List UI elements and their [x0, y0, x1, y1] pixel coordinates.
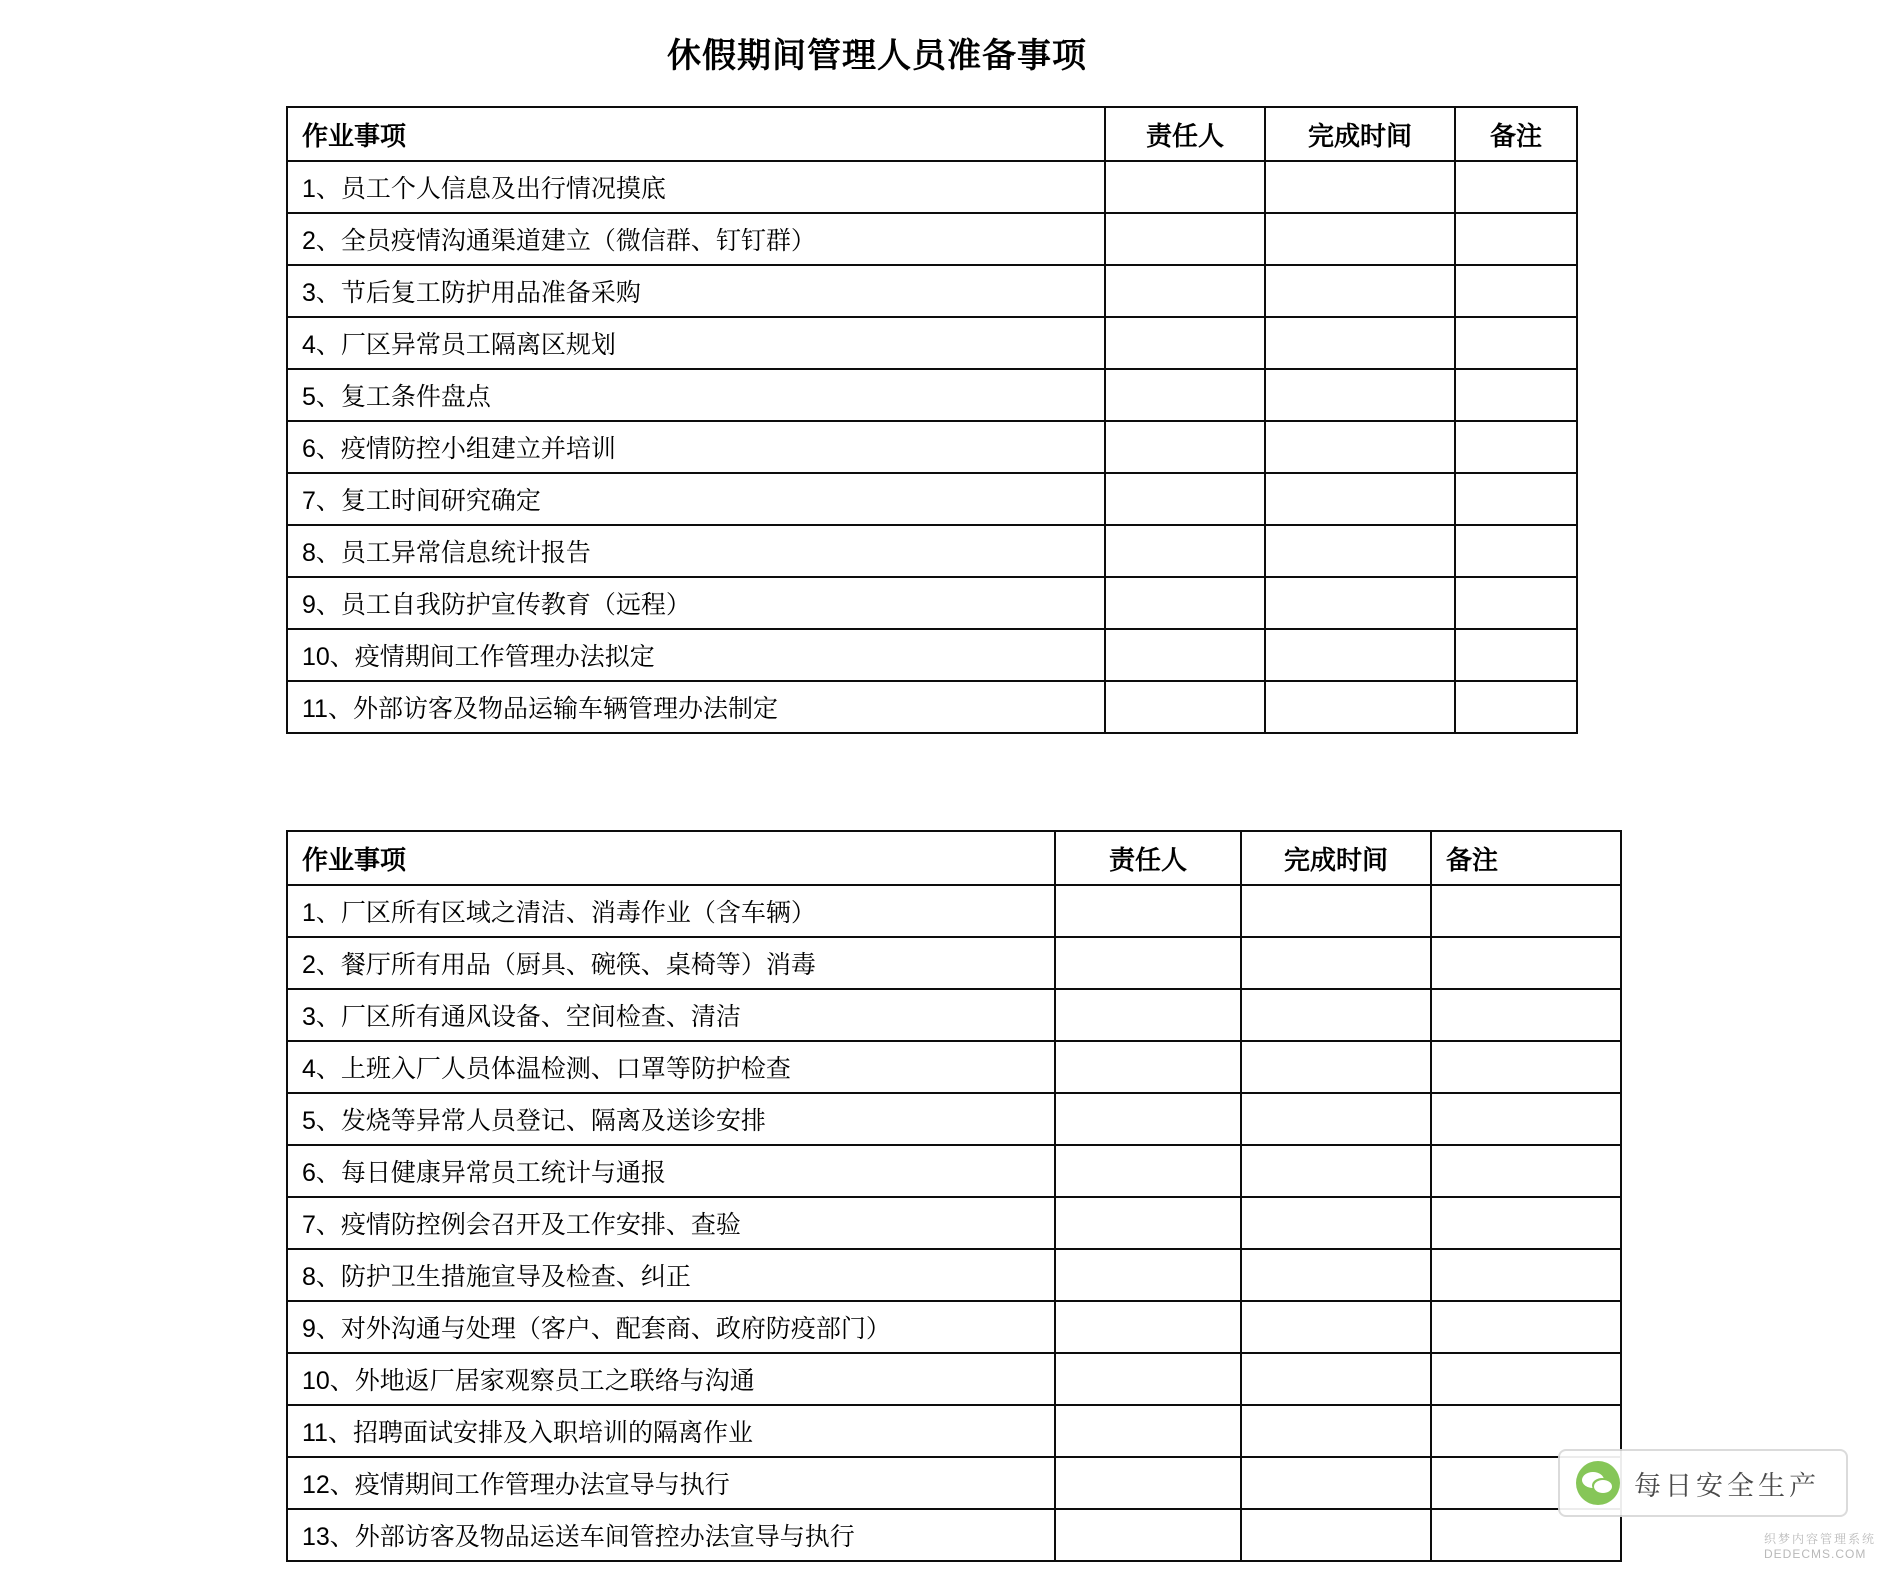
owner-cell[interactable]	[1055, 1405, 1241, 1457]
remark-cell[interactable]	[1431, 1353, 1621, 1405]
site-watermark-cn: 织梦内容管理系统	[1763, 1532, 1876, 1546]
due-date-cell[interactable]	[1241, 1353, 1431, 1405]
task-text: 6、每日健康异常员工统计与通报	[287, 1145, 1055, 1197]
table-row	[287, 1509, 1621, 1561]
wechat-icon	[1576, 1461, 1620, 1505]
owner-cell[interactable]	[1055, 885, 1241, 937]
table-row	[287, 317, 1577, 369]
due-date-cell[interactable]	[1241, 1197, 1431, 1249]
column-header-task: 作业事项	[287, 831, 1055, 885]
due-date-cell[interactable]	[1265, 629, 1455, 681]
owner-cell[interactable]	[1055, 1093, 1241, 1145]
owner-cell[interactable]	[1105, 317, 1265, 369]
column-header-due-date: 完成时间	[1241, 831, 1431, 885]
table-row	[287, 1093, 1621, 1145]
table-row	[287, 1145, 1621, 1197]
owner-cell[interactable]	[1105, 161, 1265, 213]
task-text: 2、全员疫情沟通渠道建立（微信群、钉钉群）	[287, 213, 1105, 265]
remark-cell[interactable]	[1431, 1041, 1621, 1093]
due-date-cell[interactable]	[1241, 1457, 1431, 1509]
table-row	[287, 1249, 1621, 1301]
owner-cell[interactable]	[1055, 1249, 1241, 1301]
owner-cell[interactable]	[1055, 937, 1241, 989]
due-date-cell[interactable]	[1241, 1509, 1431, 1561]
task-text: 8、防护卫生措施宣导及检查、纠正	[287, 1249, 1055, 1301]
remark-cell[interactable]	[1455, 681, 1577, 733]
task-text: 11、外部访客及物品运输车辆管理办法制定	[287, 681, 1105, 733]
task-text: 4、上班入厂人员体温检测、口罩等防护检查	[287, 1041, 1055, 1093]
remark-cell[interactable]	[1455, 369, 1577, 421]
due-date-cell[interactable]	[1265, 681, 1455, 733]
remark-cell[interactable]	[1455, 473, 1577, 525]
remark-cell[interactable]	[1431, 1249, 1621, 1301]
due-date-cell[interactable]	[1265, 317, 1455, 369]
due-date-cell[interactable]	[1265, 161, 1455, 213]
task-text: 8、员工异常信息统计报告	[287, 525, 1105, 577]
due-date-cell[interactable]	[1241, 1093, 1431, 1145]
owner-cell[interactable]	[1055, 1145, 1241, 1197]
table-row	[287, 989, 1621, 1041]
task-text: 7、复工时间研究确定	[287, 473, 1105, 525]
due-date-cell[interactable]	[1265, 577, 1455, 629]
due-date-cell[interactable]	[1241, 1145, 1431, 1197]
table-row	[287, 629, 1577, 681]
remark-cell[interactable]	[1431, 937, 1621, 989]
task-text: 13、外部访客及物品运送车间管控办法宣导与执行	[287, 1509, 1055, 1561]
task-text: 3、厂区所有通风设备、空间检查、清洁	[287, 989, 1055, 1041]
column-header-owner: 责任人	[1055, 831, 1241, 885]
task-text: 12、疫情期间工作管理办法宣导与执行	[287, 1457, 1055, 1509]
task-text: 5、复工条件盘点	[287, 369, 1105, 421]
site-watermark	[1764, 1530, 1876, 1561]
table-row	[287, 681, 1577, 733]
column-header-due-date: 完成时间	[1265, 107, 1455, 161]
task-text: 9、对外沟通与处理（客户、配套商、政府防疫部门）	[287, 1301, 1055, 1353]
table-row	[287, 1301, 1621, 1353]
table-row	[287, 161, 1577, 213]
due-date-cell[interactable]	[1265, 265, 1455, 317]
table-wrap-preparation	[286, 106, 1578, 734]
table-pre-holiday-preparation	[286, 106, 1578, 734]
owner-cell[interactable]	[1055, 1197, 1241, 1249]
owner-cell[interactable]	[1055, 1509, 1241, 1561]
remark-cell[interactable]	[1455, 629, 1577, 681]
table-row	[287, 265, 1577, 317]
task-text: 9、员工自我防护宣传教育（远程）	[287, 577, 1105, 629]
table-row	[287, 1405, 1621, 1457]
owner-cell[interactable]	[1055, 1353, 1241, 1405]
remark-cell[interactable]	[1431, 1301, 1621, 1353]
task-text: 3、节后复工防护用品准备采购	[287, 265, 1105, 317]
table-row	[287, 577, 1577, 629]
remark-cell[interactable]	[1455, 577, 1577, 629]
table-header-row	[287, 107, 1577, 161]
wechat-watermark-badge	[1558, 1449, 1848, 1517]
column-header-task: 作业事项	[287, 107, 1105, 161]
task-text: 10、外地返厂居家观察员工之联络与沟通	[287, 1353, 1055, 1405]
table-row	[287, 421, 1577, 473]
due-date-cell[interactable]	[1265, 213, 1455, 265]
task-text: 5、发烧等异常人员登记、隔离及送诊安排	[287, 1093, 1055, 1145]
task-text: 10、疫情期间工作管理办法拟定	[287, 629, 1105, 681]
column-header-remark: 备注	[1431, 831, 1621, 885]
owner-cell[interactable]	[1105, 369, 1265, 421]
table-return-to-work-execution	[286, 830, 1622, 1562]
owner-cell[interactable]	[1105, 577, 1265, 629]
page-title: 休假期间管理人员准备事项	[667, 37, 1087, 75]
table-header-row	[287, 831, 1621, 885]
owner-cell[interactable]	[1105, 421, 1265, 473]
due-date-cell[interactable]	[1265, 525, 1455, 577]
table-row	[287, 525, 1577, 577]
due-date-cell[interactable]	[1241, 989, 1431, 1041]
column-header-owner: 责任人	[1105, 107, 1265, 161]
remark-cell[interactable]	[1455, 161, 1577, 213]
remark-cell[interactable]	[1455, 421, 1577, 473]
due-date-cell[interactable]	[1265, 421, 1455, 473]
table-row	[287, 1197, 1621, 1249]
table-row	[287, 1353, 1621, 1405]
due-date-cell[interactable]	[1265, 369, 1455, 421]
table-row	[287, 369, 1577, 421]
remark-cell[interactable]	[1431, 989, 1621, 1041]
task-text: 1、员工个人信息及出行情况摸底	[287, 161, 1105, 213]
owner-cell[interactable]	[1105, 213, 1265, 265]
owner-cell[interactable]	[1105, 473, 1265, 525]
table-wrap-execution	[286, 830, 1622, 1562]
task-text: 6、疫情防控小组建立并培训	[287, 421, 1105, 473]
owner-cell[interactable]	[1055, 1457, 1241, 1509]
owner-cell[interactable]	[1105, 681, 1265, 733]
task-text: 4、厂区异常员工隔离区规划	[287, 317, 1105, 369]
table-row	[287, 937, 1621, 989]
remark-cell[interactable]	[1455, 265, 1577, 317]
owner-cell[interactable]	[1105, 629, 1265, 681]
remark-cell[interactable]	[1455, 317, 1577, 369]
due-date-cell[interactable]	[1241, 1041, 1431, 1093]
site-watermark-en: DEDECMS.COM	[1763, 1547, 1867, 1561]
task-text: 1、厂区所有区域之清洁、消毒作业（含车辆）	[287, 885, 1055, 937]
task-text: 2、餐厅所有用品（厨具、碗筷、桌椅等）消毒	[287, 937, 1055, 989]
table-row	[287, 473, 1577, 525]
due-date-cell[interactable]	[1265, 473, 1455, 525]
table-row	[287, 1041, 1621, 1093]
owner-cell[interactable]	[1055, 1301, 1241, 1353]
column-header-remark: 备注	[1455, 107, 1577, 161]
owner-cell[interactable]	[1055, 989, 1241, 1041]
task-text: 11、招聘面试安排及入职培训的隔离作业	[287, 1405, 1055, 1457]
remark-cell[interactable]	[1431, 1145, 1621, 1197]
task-text: 7、疫情防控例会召开及工作安排、查验	[287, 1197, 1055, 1249]
owner-cell[interactable]	[1105, 525, 1265, 577]
table-row	[287, 1457, 1621, 1509]
remark-cell[interactable]	[1431, 1197, 1621, 1249]
remark-cell[interactable]	[1455, 525, 1577, 577]
due-date-cell[interactable]	[1241, 937, 1431, 989]
due-date-cell[interactable]	[1241, 1405, 1431, 1457]
owner-cell[interactable]	[1055, 1041, 1241, 1093]
remark-cell[interactable]	[1431, 885, 1621, 937]
due-date-cell[interactable]	[1241, 885, 1431, 937]
remark-cell[interactable]	[1455, 213, 1577, 265]
wechat-account-name: 每日安全生产	[1634, 1470, 1820, 1501]
owner-cell[interactable]	[1105, 265, 1265, 317]
due-date-cell[interactable]	[1241, 1301, 1431, 1353]
table-row	[287, 213, 1577, 265]
table-row	[287, 885, 1621, 937]
due-date-cell[interactable]	[1241, 1249, 1431, 1301]
remark-cell[interactable]	[1431, 1093, 1621, 1145]
